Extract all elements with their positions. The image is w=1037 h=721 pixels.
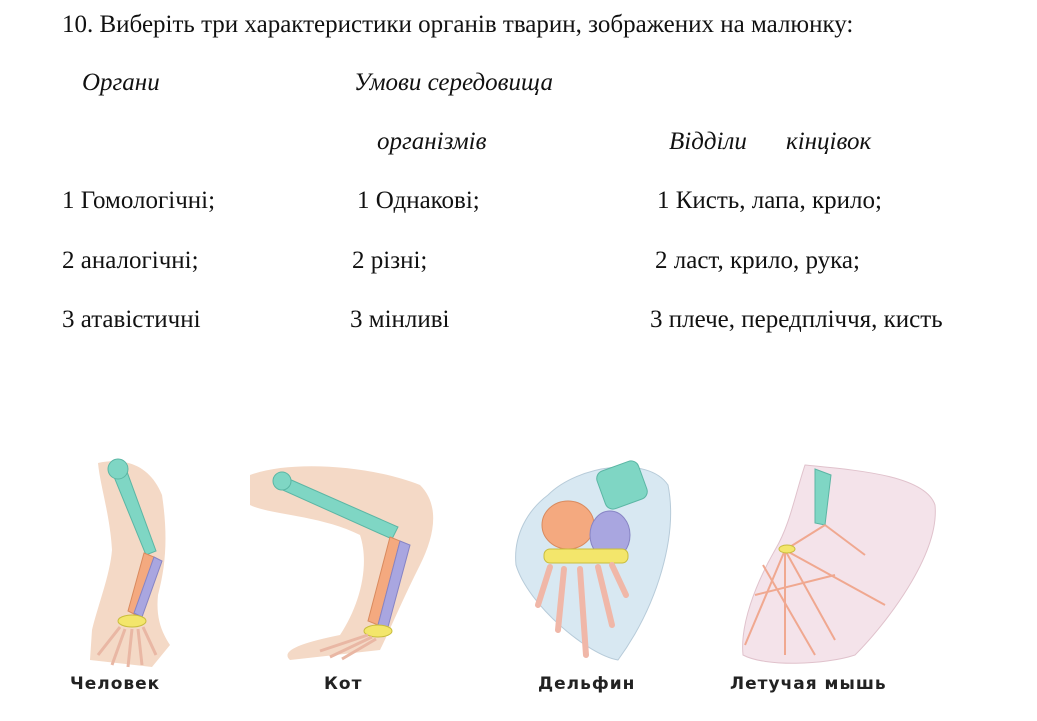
bat-wing-illustration [735, 455, 945, 670]
dolphin-flipper-illustration [508, 455, 678, 670]
organs-item-3: 3 атавістичні [62, 306, 201, 333]
conditions-header-line1: Умови середовища [354, 69, 553, 96]
human-arm-illustration [70, 455, 210, 670]
organs-item-2: 2 аналогічні; [62, 247, 199, 274]
conditions-item-2: 2 різні; [352, 247, 428, 274]
limbs-item-2: 2 ласт, крило, рука; [655, 247, 860, 274]
organs-item-1: 1 Гомологічні; [62, 187, 216, 214]
question-title: 10. Виберіть три характеристики органів тварин, зображених на малюнку: [62, 11, 854, 38]
limbs-item-1: 1 Кисть, лапа, крило; [657, 187, 882, 214]
organs-header: Органи [82, 69, 160, 96]
conditions-header-line2: організмів [377, 128, 487, 155]
caption-human: Человек [70, 674, 161, 694]
caption-cat: Кот [324, 674, 363, 694]
limbs-header-word2: кінцівок [786, 128, 872, 155]
conditions-item-3: 3 мінливі [350, 306, 450, 333]
limbs-header-word1: Відділи [669, 128, 747, 155]
cat-leg-illustration [250, 455, 450, 670]
conditions-item-1: 1 Однакові; [357, 187, 480, 214]
caption-bat: Летучая мышь [730, 674, 887, 694]
limbs-item-3: 3 плече, передпліччя, кисть [650, 306, 943, 333]
caption-dolphin: Дельфин [538, 674, 636, 694]
